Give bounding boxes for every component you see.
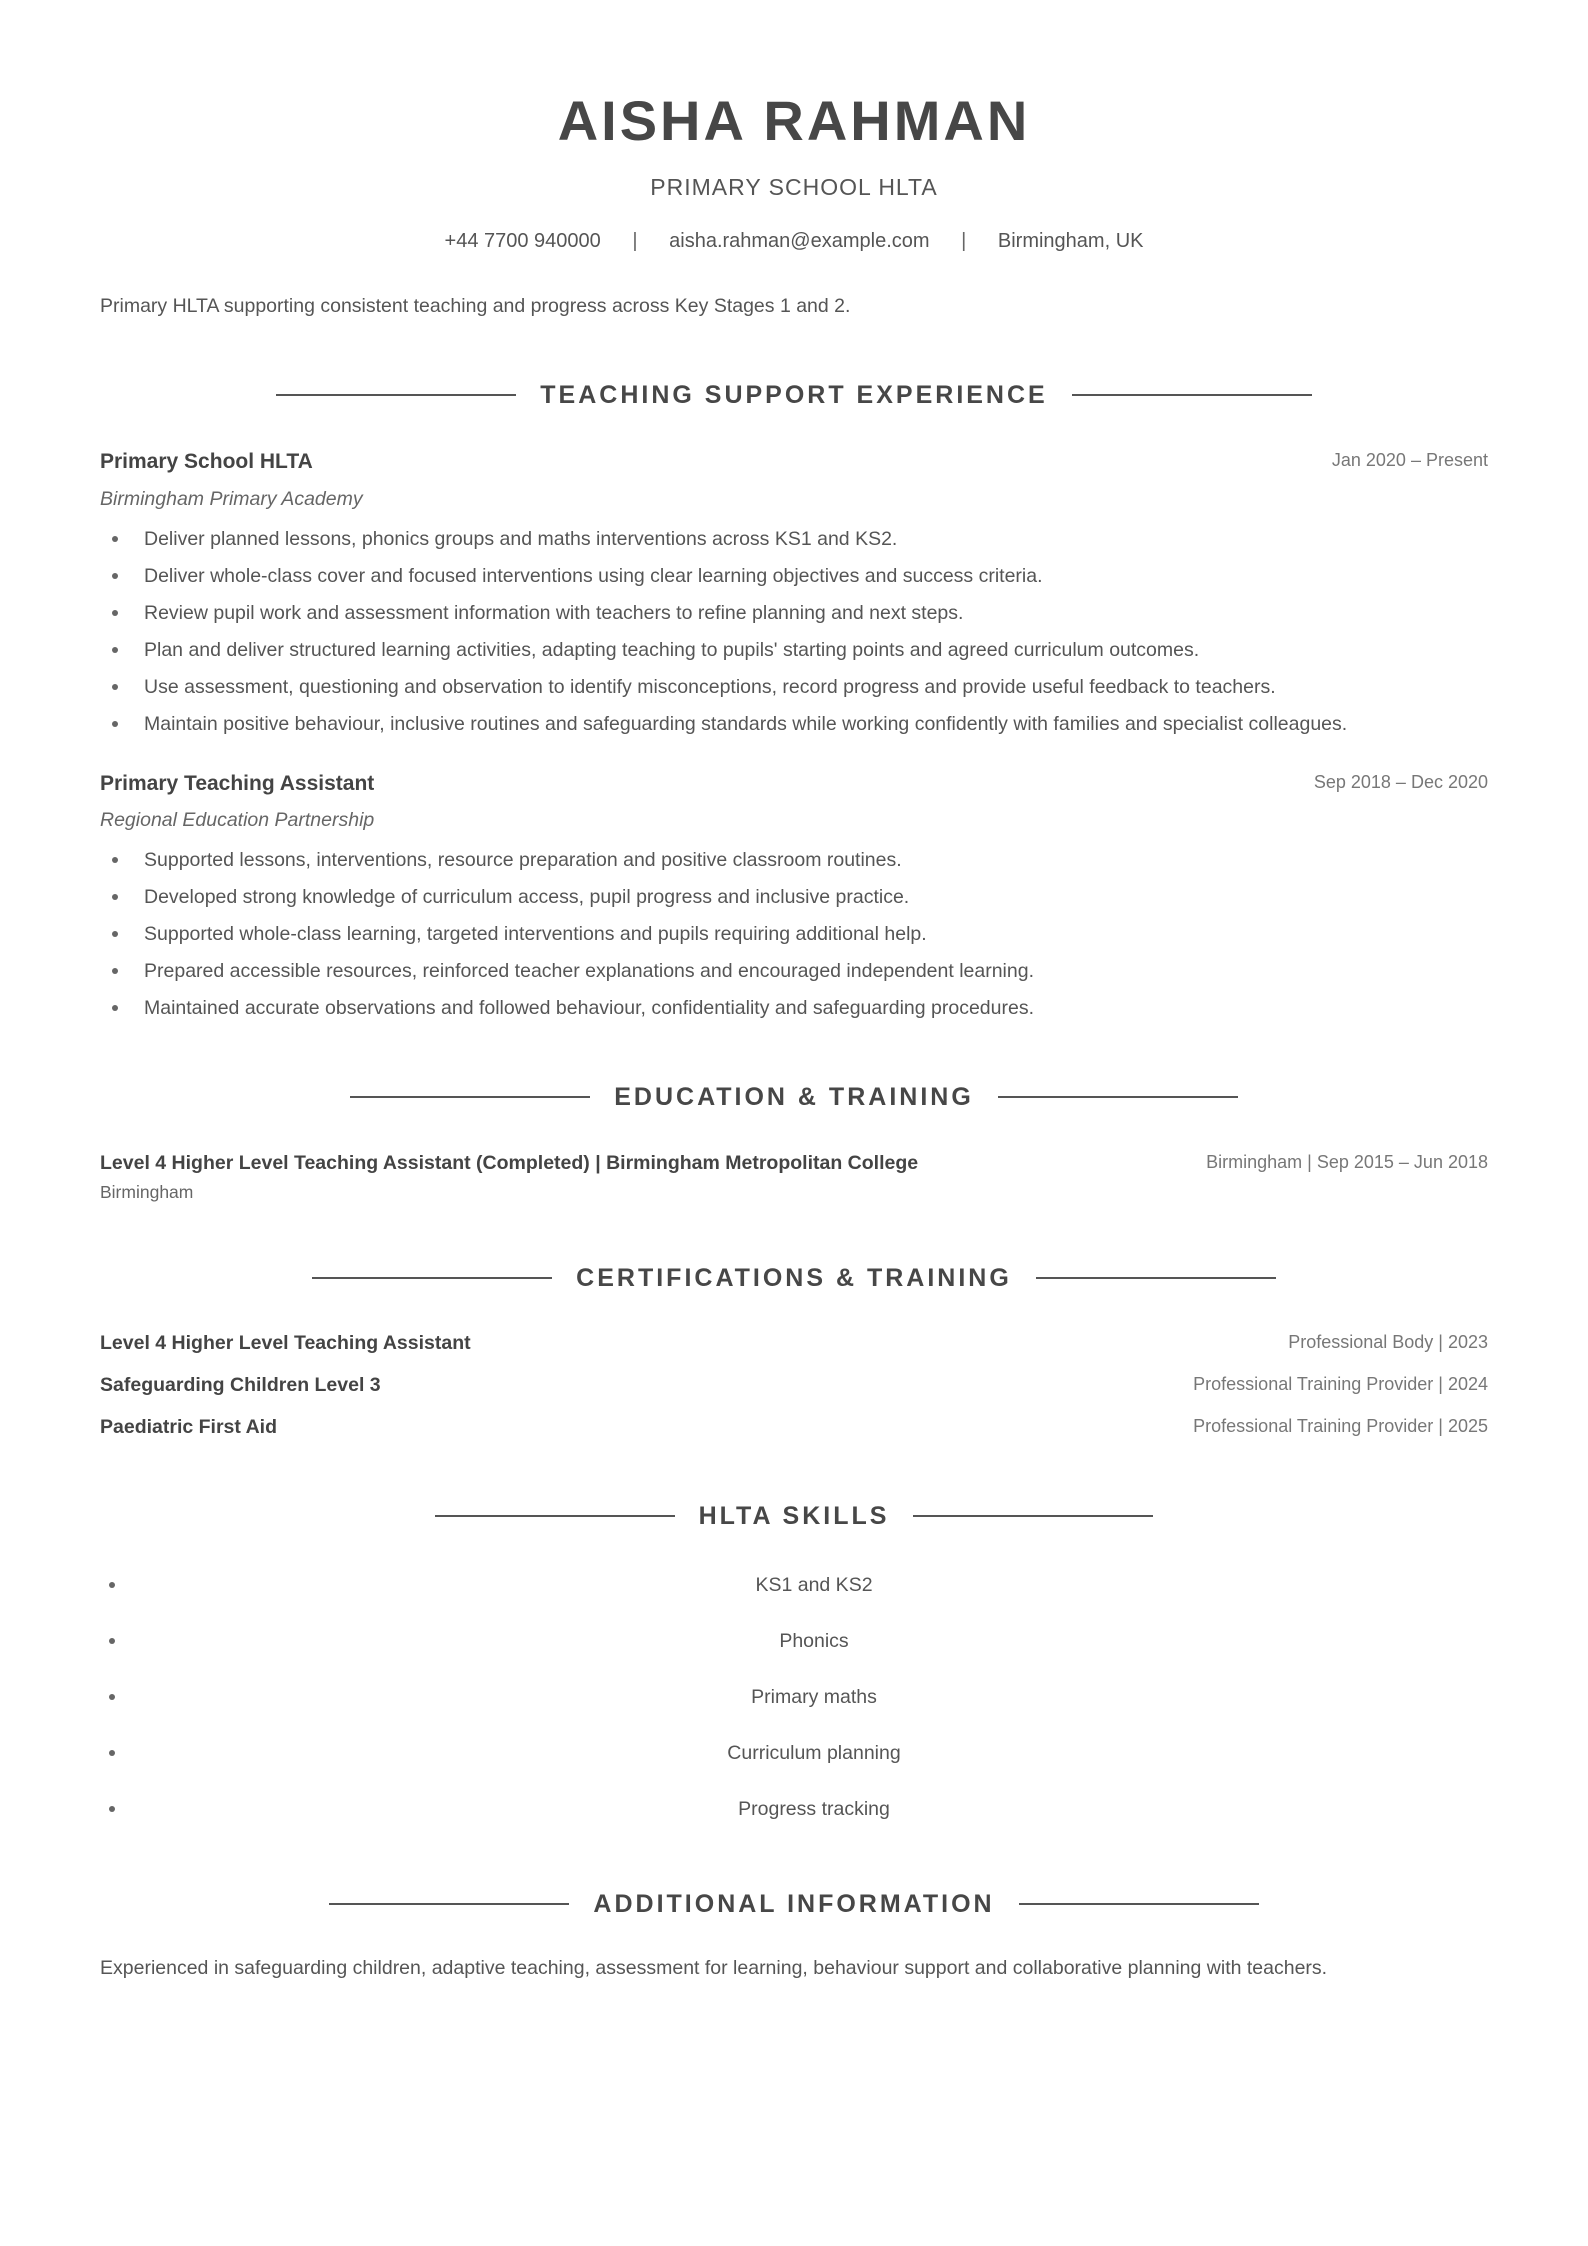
- section-rule: [1036, 1277, 1276, 1279]
- section-heading-additional: [0, 1887, 1588, 1921]
- skill-item: Curriculum planning: [100, 1739, 1528, 1795]
- certification-meta: Professional Training Provider | 2024: [1193, 1374, 1488, 1394]
- contact-line: [0, 227, 1588, 255]
- skills-list: [100, 1571, 1528, 1851]
- job-dates: Sep 2018 – Dec 2020: [1313, 772, 1488, 792]
- list-item: Deliver planned lessons, phonics groups and maths interventions across KS1 and KS2.: [100, 525, 1500, 562]
- section-rule: [1072, 394, 1312, 396]
- candidate-role: PRIMARY SCHOOL HLTA: [650, 174, 938, 200]
- job-title: Primary Teaching Assistant: [100, 772, 375, 795]
- job-organization: Birmingham Primary Academy: [100, 488, 363, 510]
- section-rule: [435, 1515, 675, 1517]
- section-title: TEACHING SUPPORT EXPERIENCE: [540, 381, 1048, 409]
- contact-separator: |: [961, 230, 967, 252]
- section-heading-experience: [0, 378, 1588, 412]
- location: Birmingham, UK: [997, 230, 1144, 252]
- section-title: EDUCATION & TRAINING: [614, 1083, 974, 1111]
- certification-meta: Professional Body | 2023: [1288, 1332, 1488, 1352]
- list-item: Review pupil work and assessment information with teachers to refine planning and next steps.: [100, 599, 1500, 636]
- certification-name: Paediatric First Aid: [100, 1416, 277, 1438]
- list-item: Supported whole-class learning, targeted interventions and pupils requiring additional help.: [100, 920, 1500, 957]
- summary: Primary HLTA supporting consistent teaching and progress across Key Stages 1 and 2.: [100, 295, 851, 317]
- job-dates: Jan 2020 – Present: [1331, 450, 1488, 470]
- section-heading-certifications: [0, 1261, 1588, 1295]
- list-item: Use assessment, questioning and observation to identify misconceptions, record progress and provide useful feedback to teachers.: [100, 673, 1500, 710]
- phone: +44 7700 940000: [444, 230, 601, 252]
- list-item: Prepared accessible resources, reinforced teacher explanations and encouraged independent learning.: [100, 957, 1500, 994]
- education-title: Level 4 Higher Level Teaching Assistant (Completed) | Birmingham Metropolitan College: [100, 1152, 919, 1174]
- additional-information: Experienced in safeguarding children, adaptive teaching, assessment for learning, behaviour support and collaborative planning with teachers.: [100, 1957, 1328, 1979]
- list-item: Plan and deliver structured learning activities, adapting teaching to pupils' starting points and agreed curriculum outcomes.: [100, 636, 1500, 673]
- skill-item: KS1 and KS2: [100, 1571, 1528, 1627]
- list-item: Supported lessons, interventions, resource preparation and positive classroom routines.: [100, 846, 1500, 883]
- section-rule: [1019, 1903, 1259, 1905]
- job-bullets: [100, 846, 1500, 1031]
- list-item: Maintain positive behaviour, inclusive routines and safeguarding standards while working confidently with families and specialist colleagues.: [100, 710, 1500, 747]
- certification-meta: Professional Training Provider | 2025: [1193, 1416, 1488, 1436]
- section-heading-education: [0, 1080, 1588, 1114]
- section-heading-skills: [0, 1499, 1588, 1533]
- section-title: CERTIFICATIONS & TRAINING: [576, 1264, 1012, 1292]
- job-organization: Regional Education Partnership: [100, 809, 375, 831]
- email: aisha.rahman@example.com: [669, 230, 930, 252]
- candidate-name: AISHA RAHMAN: [557, 89, 1031, 152]
- skill-item: Progress tracking: [100, 1795, 1528, 1851]
- section-title: ADDITIONAL INFORMATION: [593, 1890, 995, 1918]
- section-rule: [329, 1903, 569, 1905]
- list-item: Developed strong knowledge of curriculum access, pupil progress and inclusive practice.: [100, 883, 1500, 920]
- certification-name: Safeguarding Children Level 3: [100, 1374, 381, 1396]
- skill-item: Phonics: [100, 1627, 1528, 1683]
- section-rule: [998, 1096, 1238, 1098]
- section-rule: [913, 1515, 1153, 1517]
- job-title: Primary School HLTA: [100, 450, 313, 473]
- job-bullets: [100, 525, 1500, 747]
- certification-name: Level 4 Higher Level Teaching Assistant: [100, 1332, 471, 1354]
- list-item: Maintained accurate observations and followed behaviour, confidentiality and safeguarding procedures.: [100, 994, 1500, 1031]
- section-rule: [350, 1096, 590, 1098]
- list-item: Deliver whole-class cover and focused interventions using clear learning objectives and success criteria.: [100, 562, 1500, 599]
- contact-separator: |: [632, 230, 638, 252]
- education-meta: Birmingham | Sep 2015 – Jun 2018: [1206, 1152, 1488, 1172]
- section-rule: [312, 1277, 552, 1279]
- skill-item: Primary maths: [100, 1683, 1528, 1739]
- section-title: HLTA SKILLS: [698, 1502, 890, 1530]
- section-rule: [276, 394, 516, 396]
- education-location: Birmingham: [100, 1182, 194, 1202]
